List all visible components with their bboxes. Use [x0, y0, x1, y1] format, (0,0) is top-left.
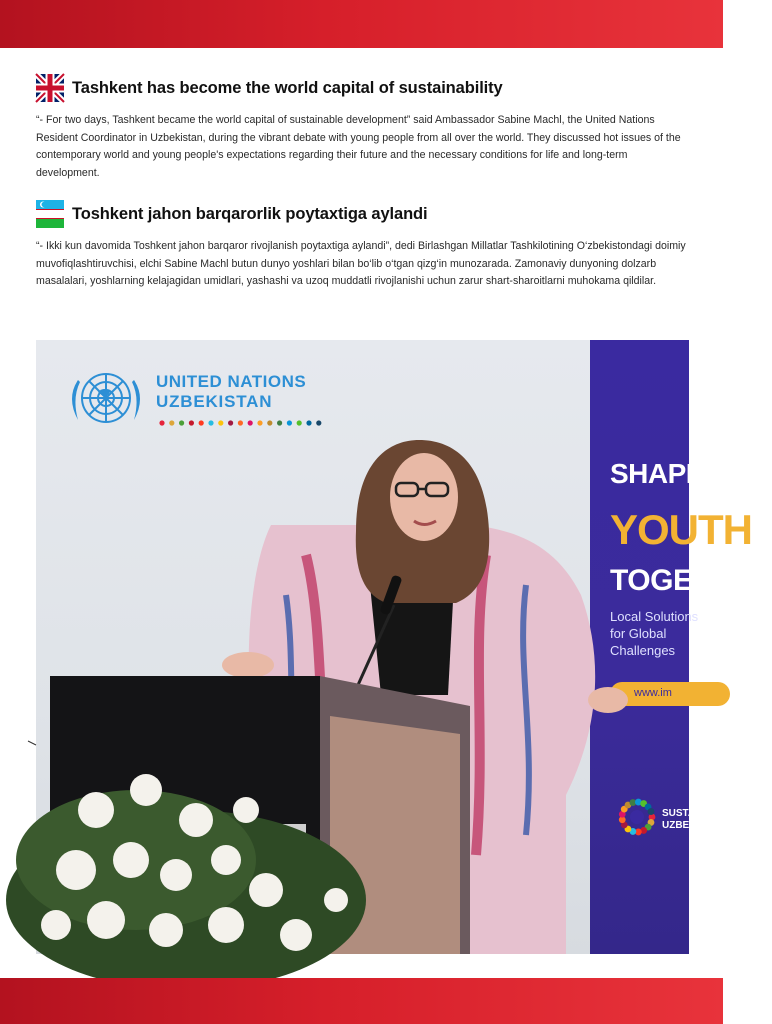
flower-arrangement: [36, 750, 366, 954]
article-english-title: Tashkent has become the world capital of sustainability: [72, 78, 503, 97]
sdg-dot: [238, 420, 243, 425]
banner-line2: YOUTH: [610, 506, 752, 553]
sdg-dot: [297, 420, 302, 425]
sdg-dot: [189, 420, 194, 425]
sdg-dot: [267, 420, 272, 425]
sdg-dot: [199, 420, 204, 425]
sdg-dot: [316, 420, 321, 425]
article-english-body: “- For two days, Tashkent became the world capital of sustainable development” said Ambassador Sabine Machl, the United Nations Resident Coordinator in Uzbekistan, during the vibrant debate with young people from all over the world. They discussed hot issues of the contemporary world and young people's expectations regarding their future and the necessary conditions for life and long-term development.: [36, 114, 681, 179]
article-uzbek-body: “- Ikki kun davomida Toshkent jahon barqaror rivojlanish poytaxtiga aylandi”, dedi Birlashgan Millatlar Tashkilotining O‘zbekistondagi doimiy muvofiqlashtiruvchisi, elchi Sabine Machl butun dunyo yoshlari bilan bo‘lib o‘tgan qizg‘in munozarada. Zamonaviy dunyoning dolzarb masalalari, yoshlarning kelajagidan umidlari, yashashi va uzoq muddatli rivojlanishi uchun zarur shart-sharoitlarni muhokama qildilar.: [36, 240, 686, 287]
sdg-dot: [179, 420, 184, 425]
sdg-dot: [277, 420, 282, 425]
banner-url-pill: [610, 682, 730, 706]
un-logo-line2: UZBEKISTAN: [156, 392, 273, 411]
article-uzbek-header: [36, 198, 692, 230]
sdg-wheel-segment: [648, 808, 655, 815]
uzbekistan-flag-icon: [36, 200, 64, 228]
sdg-dot: [287, 420, 292, 425]
sdg-color-dots: [158, 419, 326, 427]
stray-mark: [28, 740, 36, 746]
article-english: [36, 72, 692, 182]
sdg-dot: [218, 420, 223, 425]
un-emblem-icon: [60, 362, 152, 436]
banner-line3: TOGETHER: [610, 564, 772, 597]
article-uzbek-title: Toshkent jahon barqarorlik poytaxtiga aylandi: [72, 204, 428, 223]
sdg-dot: [306, 420, 311, 425]
sdg-dot: [228, 420, 233, 425]
bottom-red-band: [0, 978, 723, 1024]
article-uzbek: [36, 198, 692, 291]
uk-flag-icon: [36, 74, 64, 102]
sdg-wheel-icon: [616, 796, 658, 838]
article-english-header: [36, 72, 692, 104]
sdg-dot: [248, 420, 253, 425]
banner-logo-text: SUSTAI UZBEK: [662, 808, 698, 831]
top-red-band: [0, 0, 723, 48]
sdg-dot: [169, 420, 174, 425]
sdg-dot: [257, 420, 262, 425]
banner-url: www.im: [634, 687, 672, 699]
banner-line1: SHAPING: [610, 458, 735, 489]
banner-subtitle: Local Solutions for Global Challenges: [610, 609, 699, 658]
sdg-dot: [208, 420, 213, 425]
sdg-dot: [159, 420, 164, 425]
un-logo-line1: UNITED NATIONS: [156, 372, 307, 391]
event-photo: [36, 340, 772, 954]
